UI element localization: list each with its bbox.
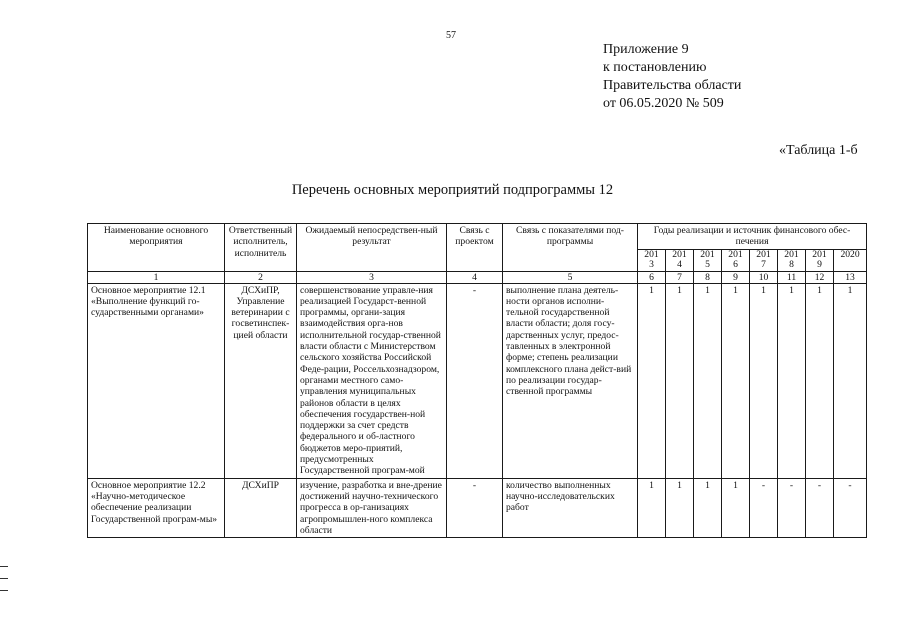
column-number: 13 <box>834 271 867 283</box>
header-responsible: Ответственный исполнитель, исполнитель <box>225 224 297 272</box>
column-number: 7 <box>666 271 694 283</box>
table-header-row <box>88 224 867 250</box>
row-year-value: 1 <box>722 478 750 537</box>
row-year-value: 1 <box>638 283 666 478</box>
column-number: 9 <box>722 271 750 283</box>
margin-marks <box>0 566 8 602</box>
margin-mark <box>0 566 8 567</box>
row-result: совершенствование управле-ния реализацией Государст-венной программы, органи-зация взаимодействия орга-нов исполнительной государ-ственной власти области с Министерством сельского хозяйства Российской Феде-рации, Россельхознадзором, органами местного само-управления муниципальных районов области в целях обеспечения государствен-ной поддержки за счет средств федерального и об-ластного бюджетов меро-приятий, предусмотренных Государственной програм-мой <box>297 283 447 478</box>
row-year-value: 1 <box>694 283 722 478</box>
row-link-indicators: количество выполненных научно-исследовательских работ <box>503 478 638 537</box>
column-number: 8 <box>694 271 722 283</box>
year-cell: 201 3 <box>638 249 666 271</box>
header-years-group: Годы реализации и источник финансового обес-печения <box>638 224 867 250</box>
row-name: Основное мероприятие 12.1 «Выполнение функций го-сударственными органами» <box>88 283 225 478</box>
header-result: Ожидаемый непосредствен-ный результат <box>297 224 447 272</box>
column-number: 10 <box>750 271 778 283</box>
row-year-value: 1 <box>666 283 694 478</box>
year-cell: 201 9 <box>806 249 834 271</box>
row-name: Основное мероприятие 12.2 «Научно-методическое обеспечение реализации Государственной програм-мы» <box>88 478 225 537</box>
appendix-line-4: от 06.05.2020 № 509 <box>603 96 724 111</box>
row-year-value: 1 <box>778 283 806 478</box>
row-link-project: - <box>447 283 503 478</box>
row-year-value: - <box>806 478 834 537</box>
column-number: 3 <box>297 271 447 283</box>
year-cell: 201 8 <box>778 249 806 271</box>
year-cell: 201 5 <box>694 249 722 271</box>
header-link-indicators: Связь с показателями под-программы <box>503 224 638 272</box>
table-caption: «Таблица 1-б <box>779 143 858 158</box>
row-responsible: ДСХиПР, Управление ветеринарии с госветинспек-цией области <box>225 283 297 478</box>
column-number: 5 <box>503 271 638 283</box>
row-year-value: 1 <box>750 283 778 478</box>
column-number: 11 <box>778 271 806 283</box>
margin-mark <box>0 590 8 591</box>
table-row <box>88 283 867 478</box>
row-year-value: 1 <box>638 478 666 537</box>
column-number: 6 <box>638 271 666 283</box>
page-number: 57 <box>446 30 456 41</box>
document-title: Перечень основных мероприятий подпрограммы 12 <box>291 182 614 198</box>
row-link-indicators: выполнение плана деятель-ности органов исполни-тельной государственной власти области; доля госу-дарственных услуг, предос-тавленных в электронной форме; степень реализации комплексного плана дейст-вий по реализации государ-ственной программы <box>503 283 638 478</box>
column-number-row <box>88 271 867 283</box>
row-year-value: - <box>834 478 867 537</box>
row-year-value: - <box>750 478 778 537</box>
column-number: 1 <box>88 271 225 283</box>
row-link-project: - <box>447 478 503 537</box>
table-row <box>88 478 867 537</box>
row-year-value: - <box>778 478 806 537</box>
row-year-value: 1 <box>666 478 694 537</box>
row-result: изучение, разработка и вне-дрение достижений научно-технического прогресса в ор-ганизациях агропромышлен-ного комплекса области <box>297 478 447 537</box>
column-number: 12 <box>806 271 834 283</box>
margin-mark <box>0 578 8 579</box>
appendix-line-3: Правительства области <box>603 78 742 93</box>
activities-table <box>87 223 867 538</box>
appendix-line-2: к постановлению <box>603 60 707 75</box>
row-year-value: 1 <box>694 478 722 537</box>
column-number: 4 <box>447 271 503 283</box>
row-year-value: 1 <box>834 283 867 478</box>
row-year-value: 1 <box>806 283 834 478</box>
column-number: 2 <box>225 271 297 283</box>
year-cell: 201 7 <box>750 249 778 271</box>
header-link-project: Связь с проектом <box>447 224 503 272</box>
row-responsible: ДСХиПР <box>225 478 297 537</box>
year-cell: 2020 <box>834 249 867 271</box>
appendix-line-1: Приложение 9 <box>603 42 689 57</box>
year-cell: 201 6 <box>722 249 750 271</box>
year-cell: 201 4 <box>666 249 694 271</box>
row-year-value: 1 <box>722 283 750 478</box>
header-name: Наименование основного мероприятия <box>88 224 225 272</box>
appendix-block <box>603 41 741 113</box>
